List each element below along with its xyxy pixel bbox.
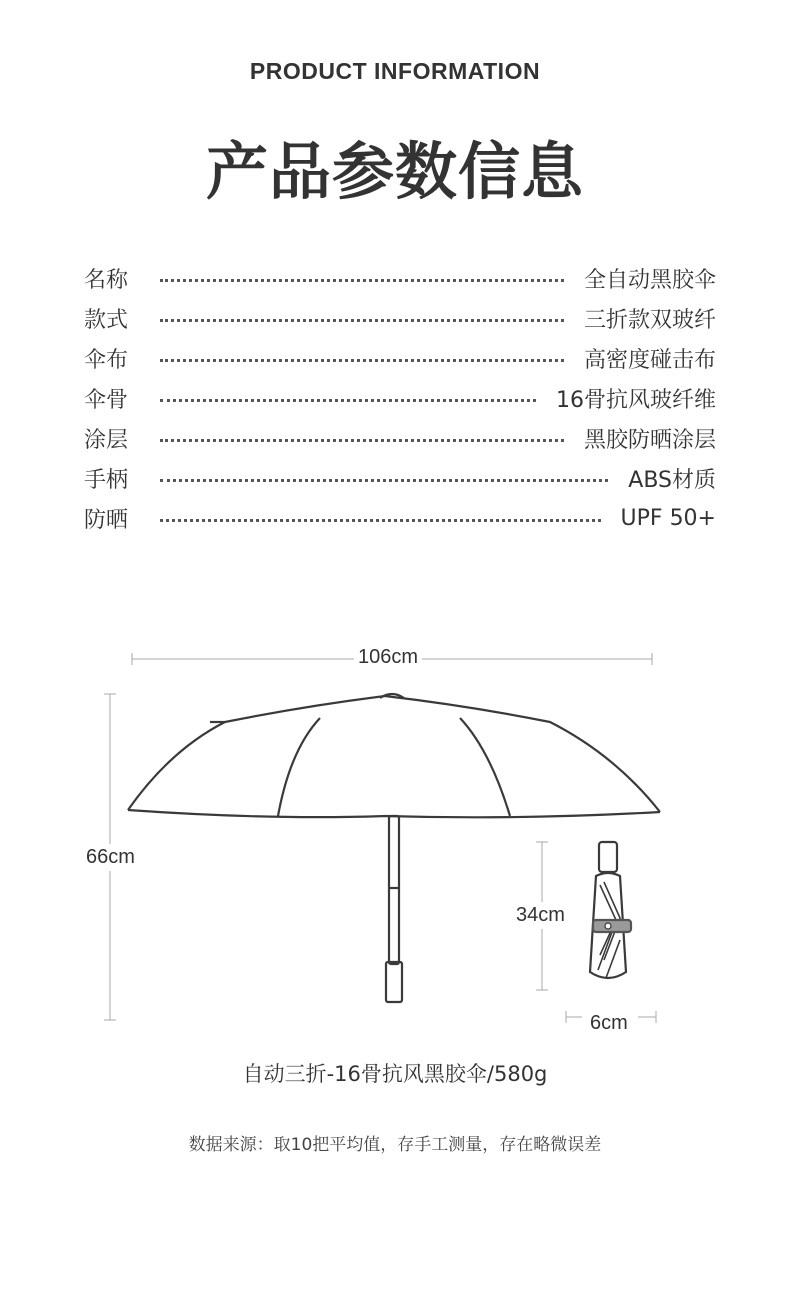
- dotted-leader: [160, 519, 601, 522]
- spec-value: 三折款双玻纤: [583, 307, 716, 333]
- spec-label: 手柄: [84, 467, 129, 493]
- spec-list: [84, 258, 716, 538]
- dotted-leader: [160, 439, 564, 442]
- spec-label: 款式: [84, 307, 129, 333]
- spec-label: 伞布: [84, 347, 129, 373]
- dotted-leader: [160, 319, 564, 322]
- spec-label: 涂层: [84, 427, 129, 453]
- dotted-leader: [160, 399, 536, 402]
- umbrella-drawing: [0, 620, 790, 1040]
- spec-row: [84, 338, 716, 378]
- spec-value: 全自动黑胶伞: [583, 267, 716, 293]
- spec-value: 黑胶防晒涂层: [583, 427, 716, 453]
- spec-label: 名称: [84, 267, 129, 293]
- spec-row: [84, 378, 716, 418]
- spec-value: ABS材质: [628, 467, 716, 493]
- spec-row: [84, 498, 716, 538]
- width-label: 106cm: [354, 646, 422, 669]
- spec-row: [84, 258, 716, 298]
- spec-value: UPF 50+: [620, 505, 716, 531]
- spec-row: [84, 458, 716, 498]
- spec-label: 伞骨: [84, 387, 129, 413]
- umbrella-dimension-diagram: [0, 620, 790, 1040]
- spec-value: 16骨抗风玻纤维: [556, 387, 716, 413]
- english-title: PRODUCT INFORMATION: [249, 58, 541, 84]
- folded-width-label: 6cm: [590, 1012, 628, 1034]
- spec-label: 防晒: [84, 507, 129, 533]
- height-label: 66cm: [86, 844, 135, 871]
- spec-row: [84, 298, 716, 338]
- product-caption: 自动三折-16骨抗风黑胶伞/580g: [242, 1062, 548, 1086]
- open-umbrella: [128, 694, 660, 1002]
- spec-value: 高密度碰击布: [583, 347, 716, 373]
- page-title: 产品参数信息: [205, 135, 584, 208]
- folded-length-label: 34cm: [516, 902, 565, 929]
- data-source-note: 数据来源：取10把平均值，存手工测量，存在略微误差: [188, 1135, 602, 1155]
- dotted-leader: [160, 479, 608, 482]
- folded-umbrella: [590, 842, 631, 978]
- dotted-leader: [160, 279, 564, 282]
- spec-row: [84, 418, 716, 458]
- dotted-leader: [160, 359, 564, 362]
